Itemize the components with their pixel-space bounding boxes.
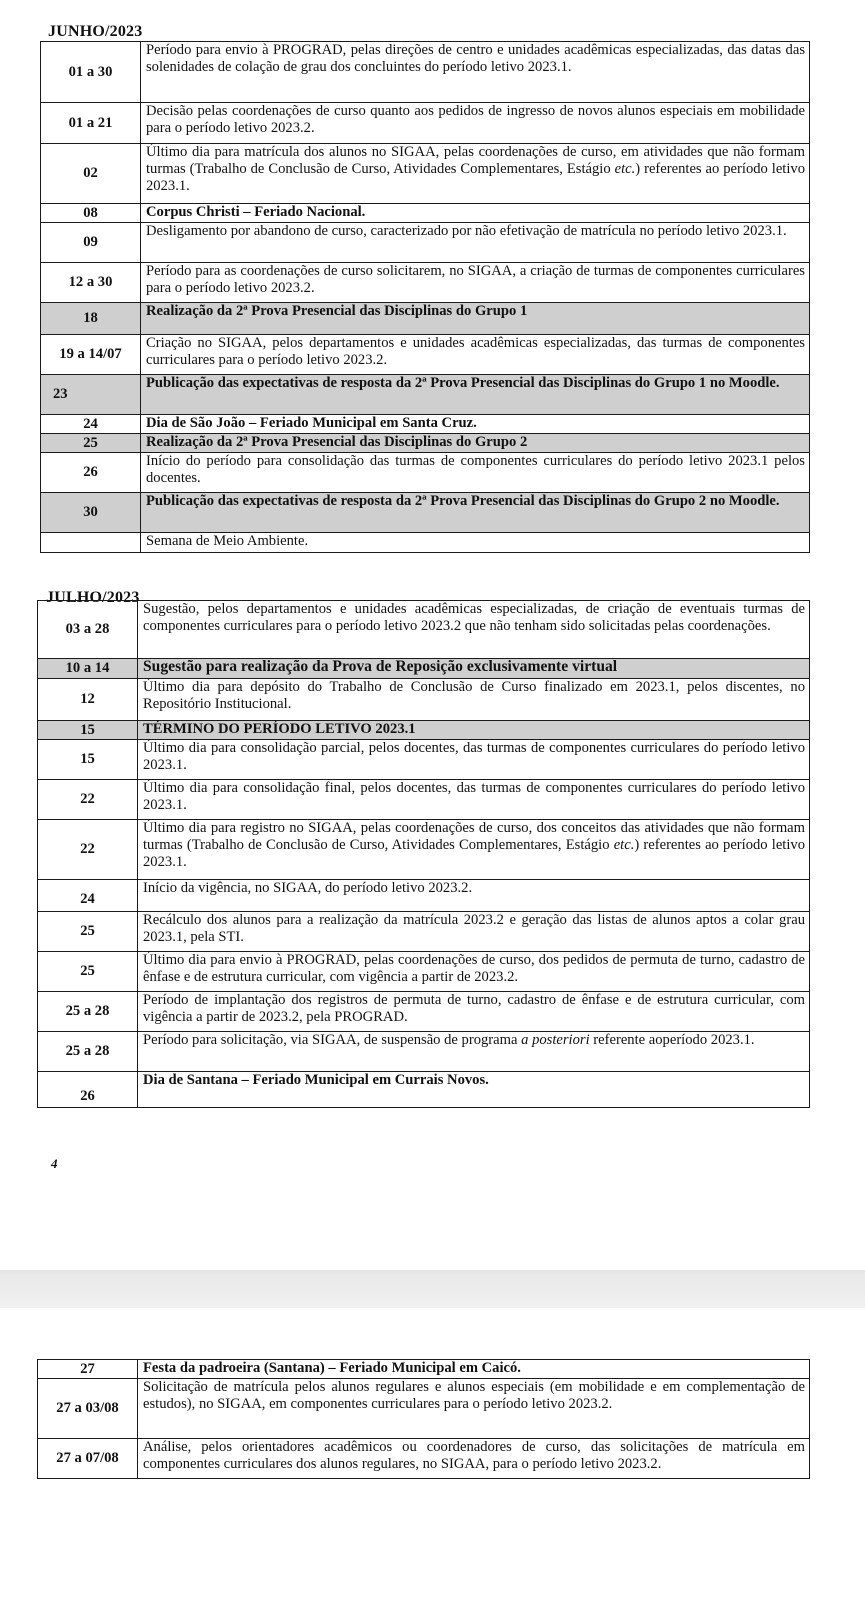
table-row xyxy=(38,992,810,1032)
description-part: Último dia para matrícula dos alunos no SIGAA, pelas coordenações de curso, em atividades que não formam turmas (Trabalho de Conclusão de Curso, Atividades Complementares, Estágio xyxy=(146,144,805,177)
description-italic: etc. xyxy=(614,160,636,177)
row-description: Período de implantação dos registros de permuta de turno, cadastro de ênfase e de estrutura curricular, com vigência a partir de 2023.2, pela PROGRAD. xyxy=(138,992,810,1032)
table-row xyxy=(41,434,810,453)
row-description: Sugestão para realização da Prova de Reposição exclusivamente virtual xyxy=(138,659,810,679)
table-row xyxy=(38,1032,810,1072)
row-date: 22 xyxy=(38,820,138,880)
row-date: 09 xyxy=(41,223,141,263)
row-description: Desligamento por abandono de curso, caracterizado por não efetivação de matrícula no período letivo 2023.1. xyxy=(141,223,810,263)
table-row xyxy=(41,375,810,415)
row-description: Publicação das expectativas de resposta da 2ª Prova Presencial das Disciplinas do Grupo 2 no Moodle. xyxy=(141,493,810,533)
table-row xyxy=(38,721,810,740)
table-row xyxy=(41,493,810,533)
table-row xyxy=(41,335,810,375)
description-italic: a posteriori xyxy=(521,1032,590,1048)
row-description: Criação no SIGAA, pelos departamentos e unidades acadêmicas especializadas, das turmas de componentes curriculares para o período letivo 2023.2. xyxy=(141,335,810,375)
row-date: 30 xyxy=(41,493,141,533)
row-description: Período para envio à PROGRAD, pelas direções de centro e unidades acadêmicas especializadas, das datas das solenidades de colação de grau dos concluintes do período letivo 2023.1. xyxy=(141,42,810,103)
document-page-part-2 xyxy=(0,1308,865,1600)
table-row xyxy=(38,679,810,721)
row-description: Publicação das expectativas de resposta da 2ª Prova Presencial das Disciplinas do Grupo 1 no Moodle. xyxy=(141,375,810,415)
table-row xyxy=(41,42,810,103)
row-date: 19 a 14/07 xyxy=(41,335,141,375)
description-part: Último dia para registro no SIGAA, pelas coordenações de curso, dos conceitos das atividades que não formam turmas (Trabalho de Conclusão de Curso, Atividades Complementares, Estágio xyxy=(143,820,805,853)
row-date: 18 xyxy=(41,303,141,335)
table-row xyxy=(41,204,810,223)
description-italic: etc. xyxy=(613,836,635,853)
table-row xyxy=(41,144,810,204)
table-row xyxy=(38,740,810,780)
row-date: 15 xyxy=(38,721,138,740)
table-row xyxy=(38,880,810,912)
table-row xyxy=(41,533,810,553)
row-description xyxy=(138,820,810,880)
row-date: 15 xyxy=(38,740,138,780)
row-description: Recálculo dos alunos para a realização da matrícula 2023.2 e geração das listas de alunos aptos a colar grau 2023.1, pela STI. xyxy=(138,912,810,952)
calendar-table-july xyxy=(37,600,810,1108)
calendar-table-continuation xyxy=(37,1359,810,1479)
table-row xyxy=(41,303,810,335)
table-row xyxy=(38,659,810,679)
month-title-june: JUNHO/2023 xyxy=(48,23,143,40)
row-description: Início da vigência, no SIGAA, do período letivo 2023.2. xyxy=(138,880,810,912)
row-description: Dia de São João – Feriado Municipal em Santa Cruz. xyxy=(141,415,810,434)
row-date: 23 xyxy=(41,375,141,415)
row-description: Período para as coordenações de curso solicitarem, no SIGAA, a criação de turmas de componentes curriculares para o período letivo 2023.2. xyxy=(141,263,810,303)
table-row xyxy=(38,1360,810,1379)
row-date xyxy=(41,533,141,553)
row-description xyxy=(138,1032,810,1072)
row-date: 08 xyxy=(41,204,141,223)
table-row xyxy=(38,1439,810,1479)
table-row xyxy=(41,415,810,434)
row-description: Realização da 2ª Prova Presencial das Disciplinas do Grupo 2 xyxy=(141,434,810,453)
row-description: Sugestão, pelos departamentos e unidades acadêmicas especializadas, de criação de eventuais turmas de componentes curriculares para o período letivo 2023.2 que não tenham sido solicitadas pelas coordenações. xyxy=(138,601,810,659)
row-date: 12 a 30 xyxy=(41,263,141,303)
table-row xyxy=(41,103,810,144)
row-date: 01 a 30 xyxy=(41,42,141,103)
table-row xyxy=(38,952,810,992)
table-row xyxy=(38,820,810,880)
table-row xyxy=(38,1379,810,1439)
row-date: 24 xyxy=(41,415,141,434)
row-date: 12 xyxy=(38,679,138,721)
table-row xyxy=(41,223,810,263)
row-description: Dia de Santana – Feriado Municipal em Currais Novos. xyxy=(138,1072,810,1108)
row-date: 26 xyxy=(41,453,141,493)
row-date: 25 xyxy=(41,434,141,453)
calendar-table-june xyxy=(40,41,810,553)
description-part: ) referentes ao período letivo 2023.1. xyxy=(143,836,806,870)
row-description: Análise, pelos orientadores acadêmicos ou coordenadores de curso, das solicitações de matrícula em componentes curriculares dos alunos regulares, no SIGAA, para o período letivo 2023.2. xyxy=(138,1439,810,1479)
row-description xyxy=(141,144,810,204)
row-description: Início do período para consolidação das turmas de componentes curriculares do período letivo 2023.1 pelos docentes. xyxy=(141,453,810,493)
row-date: 25 xyxy=(38,952,138,992)
description-part: referente aoperíodo 2023.1. xyxy=(589,1032,755,1048)
row-date: 27 xyxy=(38,1360,138,1379)
row-description: Decisão pelas coordenações de curso quanto aos pedidos de ingresso de novos alunos especiais em mobilidade para o período letivo 2023.2. xyxy=(141,103,810,144)
month-title-july: JULHO/2023 xyxy=(46,589,140,606)
row-date: 26 xyxy=(38,1072,138,1108)
row-date: 01 a 21 xyxy=(41,103,141,144)
row-description: Último dia para envio à PROGRAD, pelas coordenações de curso, dos pedidos de permuta de turno, cadastro de ênfase e de estrutura curricular, com vigência a partir de 2023.2. xyxy=(138,952,810,992)
row-description: Último dia para consolidação parcial, pelos docentes, das turmas de componentes curriculares do período letivo 2023.1. xyxy=(138,740,810,780)
row-description: Realização da 2ª Prova Presencial das Disciplinas do Grupo 1 xyxy=(141,303,810,335)
page-separator xyxy=(0,1270,865,1308)
row-date: 02 xyxy=(41,144,141,204)
table-row xyxy=(38,601,810,659)
row-description: TÉRMINO DO PERÍODO LETIVO 2023.1 xyxy=(138,721,810,740)
table-row xyxy=(41,263,810,303)
row-description: Último dia para depósito do Trabalho de Conclusão de Curso finalizado em 2023.1, pelos discentes, no Repositório Institucional. xyxy=(138,679,810,721)
row-date: 25 a 28 xyxy=(38,1032,138,1072)
row-description: Semana de Meio Ambiente. xyxy=(141,533,810,553)
page-number: 4 xyxy=(51,1156,58,1171)
table-row xyxy=(38,912,810,952)
row-date: 27 a 03/08 xyxy=(38,1379,138,1439)
row-description: Festa da padroeira (Santana) – Feriado Municipal em Caicó. xyxy=(138,1360,810,1379)
row-description: Último dia para consolidação final, pelos docentes, das turmas de componentes curriculares do período letivo 2023.1. xyxy=(138,780,810,820)
row-description: Corpus Christi – Feriado Nacional. xyxy=(141,204,810,223)
row-date: 25 xyxy=(38,912,138,952)
row-date: 25 a 28 xyxy=(38,992,138,1032)
row-date: 03 a 28 xyxy=(38,601,138,659)
row-date: 27 a 07/08 xyxy=(38,1439,138,1479)
row-date: 22 xyxy=(38,780,138,820)
description-part: Período para solicitação, via SIGAA, de suspensão de programa xyxy=(143,1032,522,1048)
table-row xyxy=(38,1072,810,1108)
row-date: 10 a 14 xyxy=(38,659,138,679)
table-row xyxy=(41,453,810,493)
row-description: Solicitação de matrícula pelos alunos regulares e alunos especiais (em mobilidade e em complementação de estudos), no SIGAA, em componentes curriculares para o período letivo 2023.2. xyxy=(138,1379,810,1439)
table-row xyxy=(38,780,810,820)
description-part: ) referentes ao período letivo 2023.1. xyxy=(146,160,806,194)
row-date: 24 xyxy=(38,880,138,912)
